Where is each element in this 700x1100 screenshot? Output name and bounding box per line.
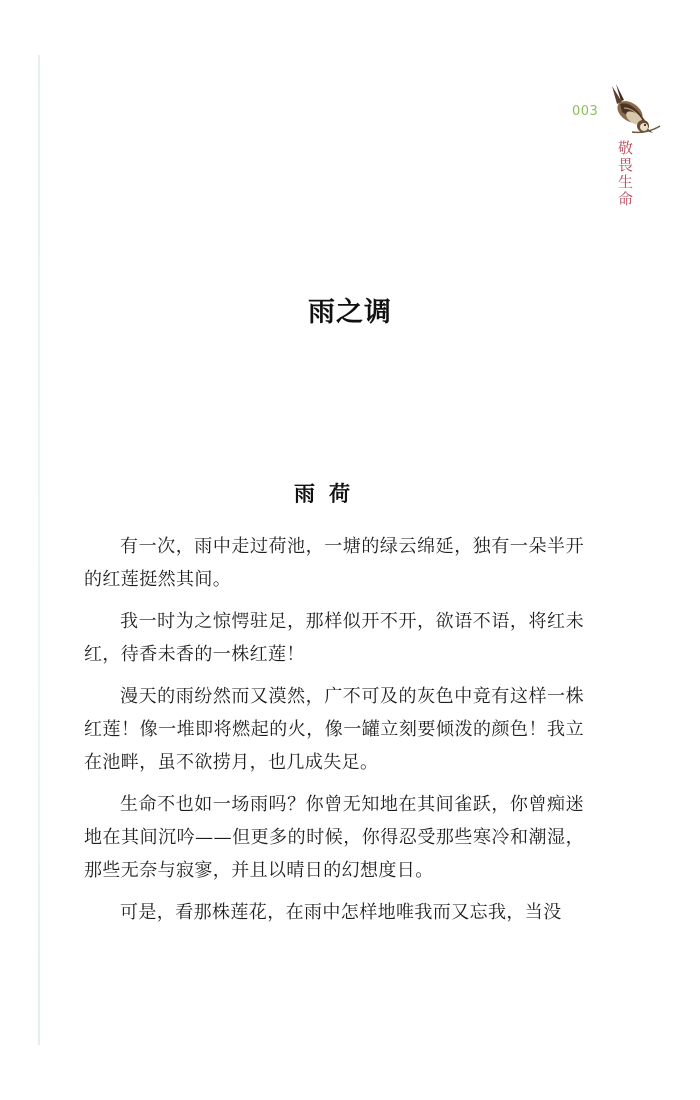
paragraph: 可是，看那株莲花，在雨中怎样地唯我而又忘我，当没	[120, 902, 562, 923]
page-edge-decoration	[38, 55, 40, 1045]
running-head: 敬畏生命	[616, 140, 634, 208]
paragraph: 我一时为之惊愕驻足，那样似开不开，欲语不语，将红未红，待香未香的一株红莲！	[84, 611, 584, 665]
paragraph: 生命不也如一场雨吗？你曾无知地在其间雀跃，你曾痴迷地在其间沉吟——但更多的时候，你得忍受那些寒冷和潮湿，那些无奈与寂寥，并且以晴日的幻想度日。	[84, 794, 584, 881]
sparrow-icon	[602, 82, 662, 140]
page-number: 003	[572, 104, 599, 119]
paragraph: 漫天的雨纷然而又漠然，广不可及的灰色中竟有这样一株红莲！像一堆即将燃起的火，像一罐立刻要倾泼的颜色！我立在池畔，虽不欲捞月，也几成失足。	[84, 686, 584, 773]
section-title: 雨荷	[294, 482, 364, 506]
chapter-title: 雨之调	[308, 297, 392, 328]
body-text	[84, 530, 584, 929]
paragraph: 有一次，雨中走过荷池，一塘的绿云绵延，独有一朵半开的红莲挺然其间。	[84, 536, 584, 590]
